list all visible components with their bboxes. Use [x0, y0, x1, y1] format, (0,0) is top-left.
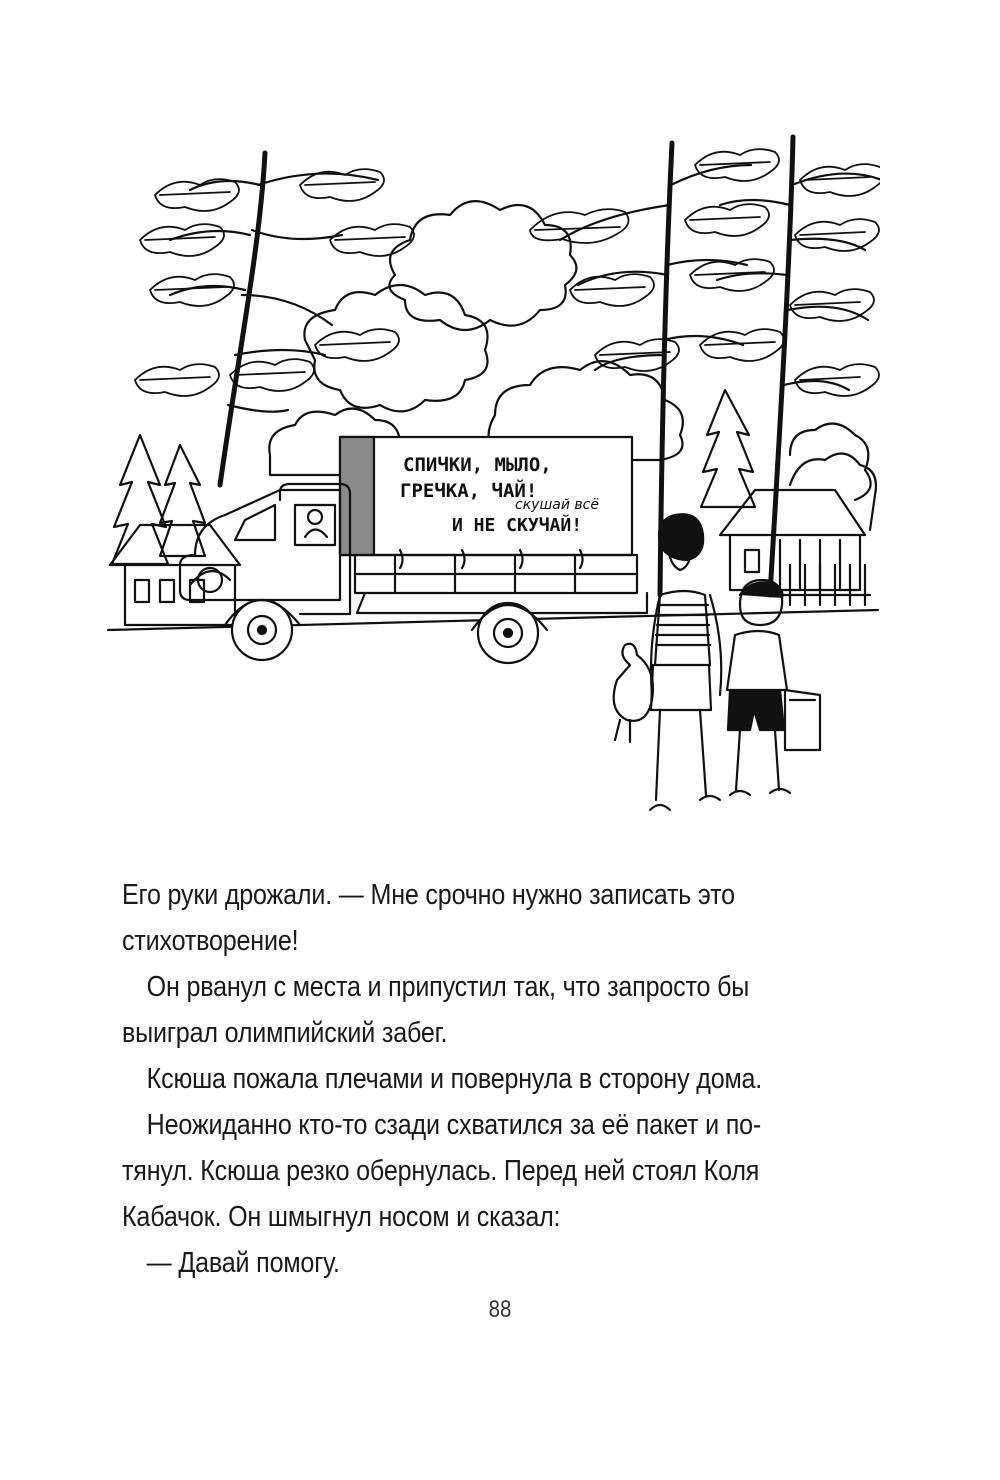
truck-sign-line4: И НЕ СКУЧАЙ!: [452, 515, 583, 536]
fir-tree-3: [701, 390, 755, 507]
truck-sign-line1: СПИЧКИ, МЫЛО,: [403, 454, 552, 476]
text-line: тянул. Ксюша резко обернулась. Перед ней стоял Коля: [122, 1155, 760, 1187]
text-line: — Давай помогу.: [146, 1247, 340, 1279]
text-line: Неожиданно кто-то сзади схватился за её пакет и по-: [146, 1109, 762, 1141]
text-line: стихотворение!: [122, 925, 299, 957]
text-line: Он рванул с места и припустил так, что запросто бы: [146, 971, 750, 1003]
truck-sign-line3: скушай всё: [515, 497, 599, 513]
house-right: [720, 490, 865, 590]
leaves-left: [135, 169, 414, 396]
tree-trunk-left: [220, 153, 265, 485]
text-line: выиграл олимпийский забег.: [122, 1017, 448, 1049]
body-text: [122, 872, 882, 1286]
illustration-truck-scene: [100, 125, 880, 830]
cloud-top: [389, 201, 576, 330]
text-line: Его руки дрожали. — Мне срочно нужно записать это: [122, 879, 735, 911]
bush-right: [790, 454, 876, 530]
illustration-drawing: [100, 125, 880, 830]
text-line: Кабачок. Он шмыгнул носом и сказал:: [122, 1201, 561, 1233]
figure-chicken: [614, 644, 653, 742]
truck-sign-line2: ГРЕЧКА, ЧАЙ!: [400, 480, 538, 502]
text-line: Ксюша пожала плечами и повернула в сторону дома.: [146, 1063, 763, 1095]
fence: [780, 565, 870, 605]
fir-tree-1: [112, 435, 168, 564]
leaves-right: [530, 149, 880, 396]
page-number: 88: [488, 1296, 512, 1323]
